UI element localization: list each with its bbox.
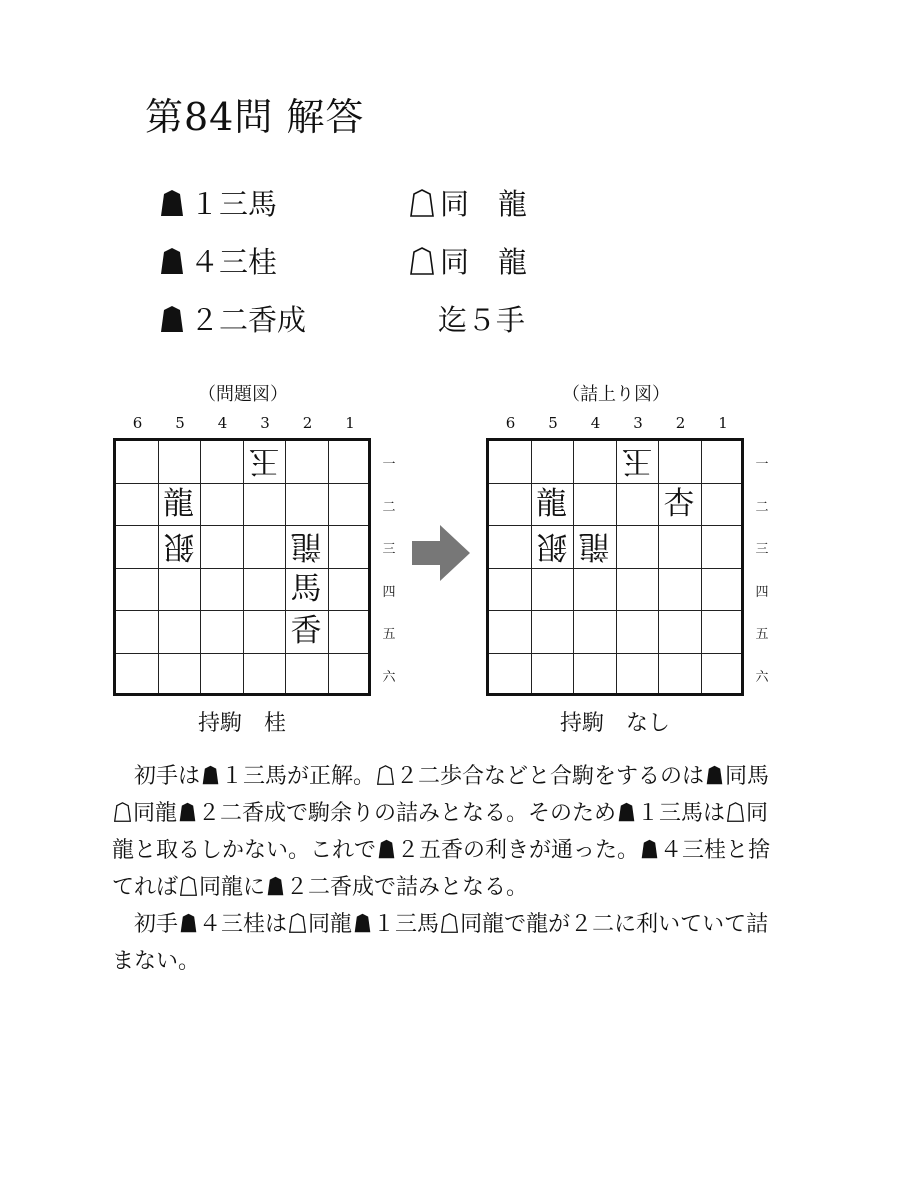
gote-piece: 龍 bbox=[290, 528, 322, 564]
commentary-text: ４三桂は bbox=[199, 912, 288, 937]
commentary-text: ２五香の利きが通った。 bbox=[397, 838, 640, 863]
commentary-text: 同馬 bbox=[725, 764, 770, 789]
file-label: 4 bbox=[590, 414, 601, 432]
move-row-1 bbox=[160, 182, 580, 240]
sente-piece-icon bbox=[202, 765, 219, 785]
commentary-text: ２二歩合などと合駒をするのは bbox=[396, 764, 705, 789]
commentary-text: 同龍 bbox=[308, 912, 353, 937]
gote-piece-icon bbox=[441, 913, 458, 933]
diagram-title: （問題図） bbox=[198, 384, 288, 405]
gote-piece-icon bbox=[410, 247, 434, 275]
gote-piece: 玉 bbox=[621, 443, 652, 479]
rank-label: 一 bbox=[382, 457, 396, 472]
commentary-text: 初手 bbox=[134, 912, 179, 937]
file-labels bbox=[113, 414, 371, 434]
diagram-title: （詰上り図） bbox=[562, 384, 670, 405]
sente-piece-icon bbox=[160, 189, 184, 217]
rank-label: 五 bbox=[755, 627, 769, 642]
commentary-text: 同龍 bbox=[133, 801, 178, 826]
page-title: 第84問 解答 bbox=[145, 95, 365, 139]
grid-line bbox=[489, 568, 741, 569]
grid-line bbox=[116, 568, 368, 569]
grid-line bbox=[701, 441, 702, 693]
commentary-text: １三馬は bbox=[637, 801, 726, 826]
file-label: 2 bbox=[302, 414, 313, 432]
gote-piece: 銀 bbox=[163, 528, 194, 564]
sente-piece: 香 bbox=[290, 613, 322, 649]
sente-piece-icon bbox=[706, 765, 723, 785]
rank-labels bbox=[752, 438, 772, 696]
gote-piece: 龍 bbox=[578, 528, 610, 564]
gote-piece-icon bbox=[727, 802, 744, 822]
file-label: 3 bbox=[260, 414, 270, 432]
commentary-text: １三馬が正解。 bbox=[221, 764, 376, 789]
grid-line bbox=[116, 610, 368, 611]
solution-moves bbox=[160, 182, 580, 356]
pieces-in-hand: 持駒 桂 bbox=[197, 711, 286, 736]
commentary-text: １三馬 bbox=[373, 912, 440, 937]
commentary-text: 同龍に bbox=[199, 875, 266, 900]
move-row-2 bbox=[160, 240, 580, 298]
sente-piece-icon bbox=[160, 305, 184, 333]
sente-piece-icon bbox=[267, 876, 284, 896]
rank-label: 四 bbox=[755, 584, 769, 600]
shogi-board bbox=[113, 438, 371, 696]
right-arrow-icon bbox=[412, 523, 472, 583]
move-2-gote: 同 龍 bbox=[410, 182, 527, 223]
sente-piece-icon bbox=[160, 247, 184, 275]
move-row-3 bbox=[160, 298, 580, 356]
grid-line bbox=[489, 653, 741, 654]
rank-labels bbox=[379, 438, 399, 696]
commentary-text: 初手は bbox=[134, 764, 201, 789]
grid-line bbox=[658, 441, 659, 693]
sente-piece: 龍 bbox=[536, 485, 567, 522]
rank-label: 三 bbox=[755, 542, 769, 557]
sente-piece-icon bbox=[180, 913, 197, 933]
rank-label: 四 bbox=[382, 584, 396, 600]
shogi-board bbox=[486, 438, 744, 696]
file-labels bbox=[486, 414, 744, 434]
file-label: 1 bbox=[718, 414, 728, 432]
sente-piece-icon bbox=[179, 802, 196, 822]
sente-piece: 龍 bbox=[163, 485, 194, 522]
rank-label: 一 bbox=[755, 457, 769, 472]
move-1-sente: １三馬 bbox=[160, 182, 277, 223]
file-label: 6 bbox=[505, 414, 516, 432]
commentary-text: ２二香成で詰みとなる。 bbox=[286, 875, 529, 900]
gote-piece-icon bbox=[410, 189, 434, 217]
commentary bbox=[112, 758, 772, 980]
move-3-sente: ４三桂 bbox=[160, 240, 277, 281]
sente-piece: 杏 bbox=[663, 485, 695, 522]
gote-piece-icon bbox=[289, 913, 306, 933]
file-label: 6 bbox=[132, 414, 143, 432]
grid-line bbox=[116, 653, 368, 654]
file-label: 2 bbox=[675, 414, 686, 432]
gote-piece-icon bbox=[180, 876, 197, 896]
sente-piece-icon bbox=[354, 913, 371, 933]
pieces-in-hand: 持駒 なし bbox=[559, 711, 670, 736]
file-label: 3 bbox=[633, 414, 643, 432]
rank-label: 六 bbox=[755, 669, 769, 685]
commentary-text: ２二香成で駒余りの詰みとなる。そのため bbox=[198, 801, 617, 826]
commentary-paragraph-1 bbox=[112, 758, 772, 906]
total-moves: 迄５手 bbox=[438, 303, 526, 337]
gote-piece-icon bbox=[377, 765, 394, 785]
commentary-text: 同龍と取るしかない。これで bbox=[112, 801, 769, 863]
sente-piece-icon bbox=[641, 839, 658, 859]
file-label: 5 bbox=[548, 414, 558, 432]
commentary-text: ４三桂と捨てれば bbox=[112, 838, 771, 900]
rank-label: 五 bbox=[382, 627, 396, 642]
grid-line bbox=[489, 610, 741, 611]
rank-label: 六 bbox=[382, 669, 396, 685]
gote-piece: 玉 bbox=[248, 443, 279, 479]
commentary-paragraph-2 bbox=[112, 906, 772, 980]
file-label: 1 bbox=[345, 414, 355, 432]
rank-label: 二 bbox=[382, 499, 396, 515]
sente-piece-icon bbox=[378, 839, 395, 859]
file-label: 4 bbox=[217, 414, 228, 432]
file-label: 5 bbox=[175, 414, 185, 432]
sente-piece: 馬 bbox=[290, 570, 322, 607]
commentary-text: 同龍で龍が２二に利いていて詰まない。 bbox=[112, 912, 769, 974]
gote-piece: 銀 bbox=[536, 528, 567, 564]
rank-label: 二 bbox=[755, 499, 769, 515]
move-5-sente: ２二香成 bbox=[160, 298, 306, 339]
gote-piece-icon bbox=[114, 802, 131, 822]
sente-piece-icon bbox=[618, 802, 635, 822]
move-4-gote: 同 龍 bbox=[410, 240, 527, 281]
grid-line bbox=[328, 441, 329, 693]
rank-label: 三 bbox=[382, 542, 396, 557]
